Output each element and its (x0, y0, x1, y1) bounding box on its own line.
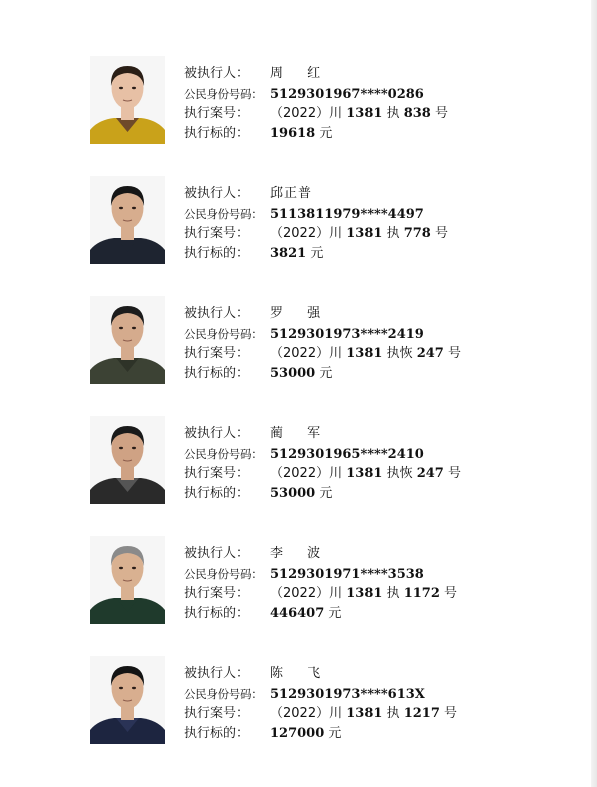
case-row (184, 464, 461, 484)
amount-value: 53000 (270, 366, 316, 381)
portrait-illustration (90, 416, 165, 504)
amount-label: 执行标的： (184, 126, 250, 141)
case-label: 执行案号： (184, 226, 250, 241)
name-row (184, 544, 457, 564)
name-row (184, 664, 457, 684)
debtor-name: 陈 飞 (270, 666, 331, 681)
amount-value: 53000 (270, 486, 316, 501)
debtor-info (184, 304, 461, 384)
debtor-name: 周 红 (270, 66, 331, 81)
amount-value: 19618 (270, 126, 316, 141)
debtor-entry (90, 56, 510, 146)
case-label: 执行案号： (184, 106, 250, 121)
right-eye (132, 567, 136, 569)
amount-value: 127000 (270, 726, 325, 741)
id-row (184, 84, 448, 104)
left-eye (119, 567, 123, 569)
id-label: 公民身份号码： (184, 567, 263, 581)
case-row (184, 584, 457, 604)
amount-row (184, 604, 457, 624)
id-row (184, 564, 457, 584)
id-label: 公民身份号码： (184, 207, 263, 221)
name-label: 被执行人： (184, 426, 250, 441)
case-label: 执行案号： (184, 586, 250, 601)
portrait-photo (90, 176, 165, 264)
case-number: （2022）川 1381 执 838 号 (270, 106, 449, 121)
amount-row (184, 724, 457, 744)
amount-value: 3821 (270, 246, 307, 261)
id-label: 公民身份号码： (184, 687, 263, 701)
case-label: 执行案号： (184, 346, 250, 361)
portrait-photo (90, 296, 165, 384)
case-row (184, 344, 461, 364)
id-label: 公民身份号码： (184, 327, 263, 341)
case-row (184, 104, 448, 124)
amount-label: 执行标的： (184, 366, 250, 381)
id-number: 5113811979****4497 (270, 207, 424, 222)
portrait-photo (90, 416, 165, 504)
id-row (184, 684, 457, 704)
debtor-name: 蔺 军 (270, 426, 331, 441)
name-label: 被执行人： (184, 306, 250, 321)
name-row (184, 184, 448, 204)
debtor-entry (90, 296, 510, 386)
id-number: 5129301967****0286 (270, 87, 424, 102)
case-row (184, 224, 448, 244)
debtor-name: 罗 强 (270, 306, 331, 321)
page-edge-shadow (591, 0, 597, 787)
amount-unit: 元 (319, 486, 333, 501)
debtor-info (184, 664, 457, 744)
id-label: 公民身份号码： (184, 447, 263, 461)
right-eye (132, 87, 136, 89)
amount-unit: 元 (328, 606, 342, 621)
debtor-info (184, 64, 448, 144)
right-eye (132, 447, 136, 449)
left-eye (119, 447, 123, 449)
case-row (184, 704, 457, 724)
debtor-info (184, 184, 448, 264)
case-label: 执行案号： (184, 466, 250, 481)
case-number: （2022）川 1381 执恢 247 号 (270, 346, 462, 361)
debtor-entry (90, 656, 510, 746)
portrait-illustration (90, 656, 165, 744)
debtor-entry (90, 536, 510, 626)
case-number: （2022）川 1381 执 1217 号 (270, 706, 458, 721)
portrait-photo (90, 656, 165, 744)
amount-row (184, 484, 461, 504)
id-number: 5129301965****2410 (270, 447, 424, 462)
debtor-info (184, 424, 461, 504)
portrait-illustration (90, 536, 165, 624)
portrait-illustration (90, 296, 165, 384)
amount-label: 执行标的： (184, 606, 250, 621)
left-eye (119, 87, 123, 89)
amount-row (184, 364, 461, 384)
id-number: 5129301971****3538 (270, 567, 424, 582)
id-row (184, 324, 461, 344)
name-label: 被执行人： (184, 546, 250, 561)
name-label: 被执行人： (184, 186, 250, 201)
portrait-illustration (90, 56, 165, 144)
left-eye (119, 327, 123, 329)
id-row (184, 444, 461, 464)
portrait-photo (90, 56, 165, 144)
debtor-entry (90, 416, 510, 506)
case-number: （2022）川 1381 执 1172 号 (270, 586, 458, 601)
amount-unit: 元 (328, 726, 342, 741)
debtor-name: 李 波 (270, 546, 331, 561)
amount-row (184, 244, 448, 264)
left-eye (119, 687, 123, 689)
debtor-info (184, 544, 457, 624)
amount-label: 执行标的： (184, 726, 250, 741)
amount-unit: 元 (319, 366, 333, 381)
amount-row (184, 124, 448, 144)
amount-unit: 元 (310, 246, 324, 261)
right-eye (132, 687, 136, 689)
portrait-illustration (90, 176, 165, 264)
left-eye (119, 207, 123, 209)
id-number: 5129301973****2419 (270, 327, 424, 342)
right-eye (132, 327, 136, 329)
debtor-entry (90, 176, 510, 266)
name-row (184, 424, 461, 444)
name-label: 被执行人： (184, 66, 250, 81)
portrait-photo (90, 536, 165, 624)
name-label: 被执行人： (184, 666, 250, 681)
case-number: （2022）川 1381 执 778 号 (270, 226, 449, 241)
id-label: 公民身份号码： (184, 87, 263, 101)
debtor-name: 邱正普 (270, 186, 313, 201)
case-number: （2022）川 1381 执恢 247 号 (270, 466, 462, 481)
id-row (184, 204, 448, 224)
name-row (184, 64, 448, 84)
case-label: 执行案号： (184, 706, 250, 721)
amount-value: 446407 (270, 606, 325, 621)
amount-label: 执行标的： (184, 486, 250, 501)
right-eye (132, 207, 136, 209)
amount-unit: 元 (319, 126, 333, 141)
amount-label: 执行标的： (184, 246, 250, 261)
id-number: 5129301973****613X (270, 687, 425, 702)
name-row (184, 304, 461, 324)
